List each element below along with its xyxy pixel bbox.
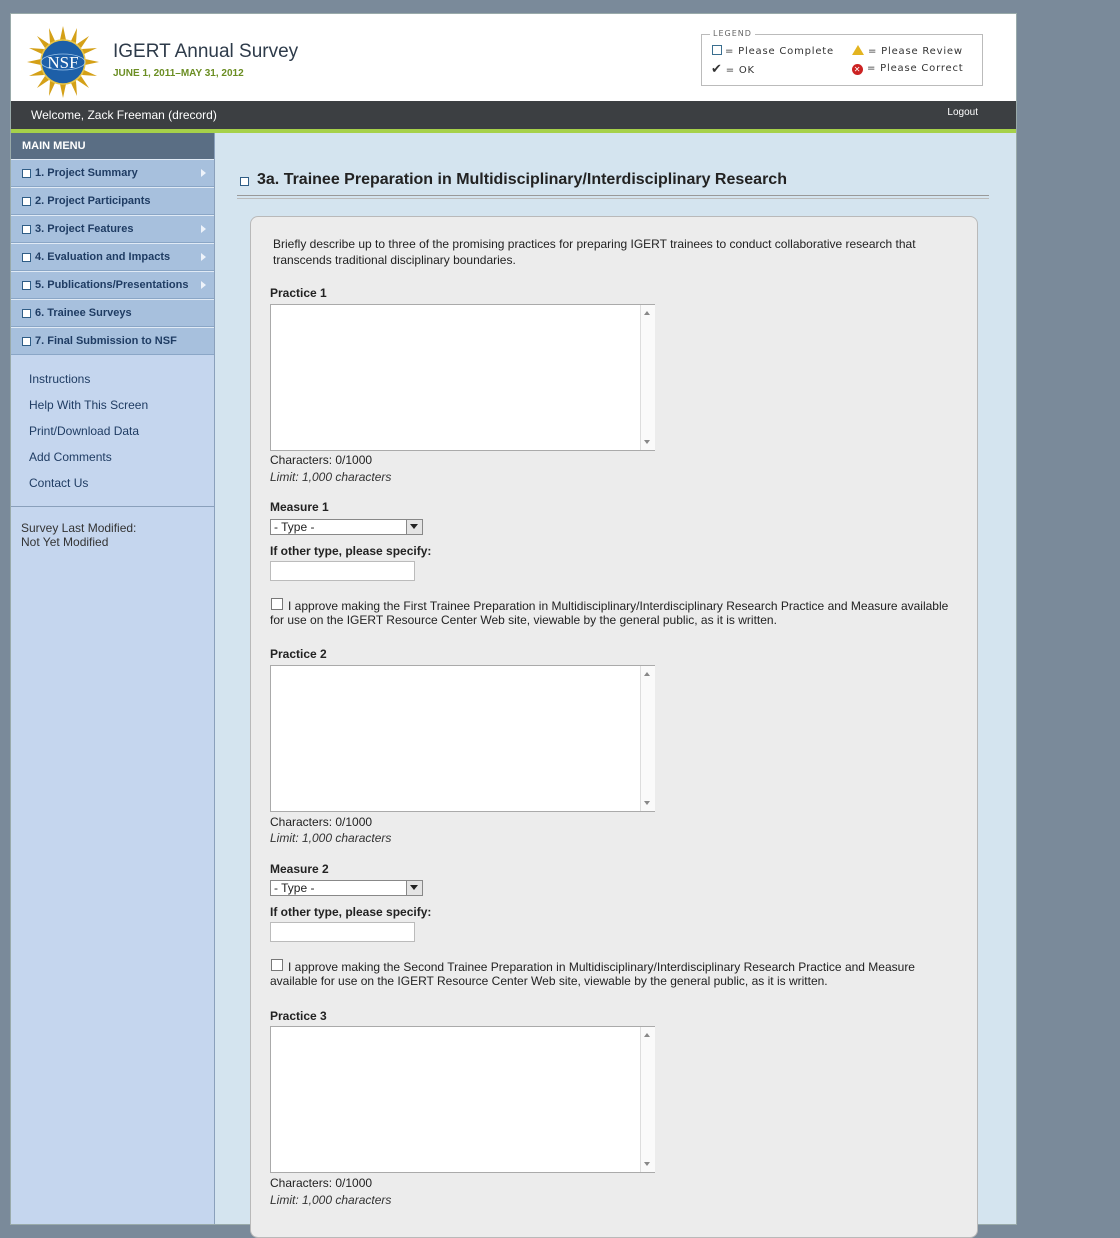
sidebar [11,133,215,1224]
other-type-1-label: If other type, please specify: [270,544,432,558]
survey-page [10,13,1017,1225]
sidebar-item-project-features[interactable]: 3. Project Features [11,215,214,243]
contact-us-link[interactable]: Contact Us [29,476,89,490]
sidebar-item-evaluation-impacts[interactable]: 4. Evaluation and Impacts [11,243,214,271]
arrow-right-icon [201,253,206,261]
last-modified: Survey Last Modified: Not Yet Modified [21,521,137,549]
sidebar-links [11,355,214,499]
approve-2-text: I approve making the Second Trainee Preparation in Multidisciplinary/Interdisciplinary Research Practice and Measure available for use on the IGERT Resource Center Web site, viewable by the general public, as it is written. [270,960,915,988]
header [11,14,1016,101]
chevron-down-icon [406,881,422,895]
practice-2-scrollbar[interactable] [640,666,655,811]
arrow-right-icon [201,281,206,289]
practice-1-limit: Limit: 1,000 characters [270,470,392,484]
welcome-text: Welcome, Zack Freeman (drecord) [31,108,217,122]
measure-2-label: Measure 2 [270,862,329,876]
measure-1-select[interactable]: - Type - [270,519,423,535]
status-box-icon [22,225,31,234]
practice-2-limit: Limit: 1,000 characters [270,831,392,845]
status-box-icon [22,281,31,290]
status-box-icon [240,177,249,186]
legend-title: LEGEND [710,29,755,38]
instructions-link[interactable]: Instructions [29,372,91,386]
status-box-icon [22,197,31,206]
main-menu-title: MAIN MENU [11,133,214,159]
practice-1-textarea[interactable] [270,304,655,451]
legend-ok: ✔ = OK [711,62,755,77]
measure-1-label: Measure 1 [270,500,329,514]
sidebar-divider [11,506,214,507]
other-type-2-label: If other type, please specify: [270,905,432,919]
top-bar [11,101,1016,129]
help-link[interactable]: Help With This Screen [29,398,149,412]
arrow-right-icon [201,225,206,233]
nsf-logo [27,26,99,98]
sidebar-item-project-summary[interactable]: 1. Project Summary [11,159,214,187]
warning-icon [852,45,864,55]
title-divider [237,195,989,199]
arrow-right-icon [201,169,206,177]
practice-3-textarea[interactable] [270,1026,655,1173]
main-content [215,133,1016,1224]
legend-complete: = Please Complete [712,45,834,57]
print-download-link[interactable]: Print/Download Data [29,424,140,438]
sidebar-item-trainee-surveys[interactable]: 6. Trainee Surveys [11,299,214,327]
svg-text:NSF: NSF [47,53,79,72]
chevron-down-icon [406,520,422,534]
sidebar-item-publications[interactable]: 5. Publications/Presentations [11,271,214,299]
practice-2-label: Practice 2 [270,647,327,661]
practice-2-char-count: Characters: 0/1000 [270,815,373,829]
form-panel [250,216,978,1238]
practice-1-label: Practice 1 [270,286,327,300]
error-icon: ✕ [853,65,862,74]
sidebar-item-project-participants[interactable]: 2. Project Participants [11,187,214,215]
practice-1-char-count: Characters: 0/1000 [270,453,373,467]
app-title: IGERT Annual Survey [113,41,299,62]
status-box-icon [22,337,31,346]
survey-dates: JUNE 1, 2011–MAY 31, 2012 [113,68,244,79]
practice-3-label: Practice 3 [270,1009,327,1023]
intro-text: Briefly describe up to three of the promising practices for preparing IGERT trainees to conduct collaborative research that transcends traditional disciplinary boundaries. [273,237,916,267]
status-box-icon [22,169,31,178]
legend-review: = Please Review [852,45,963,57]
add-comments-link[interactable]: Add Comments [29,450,112,464]
page-title: 3a. Trainee Preparation in Multidisciplinary/Interdisciplinary Research [257,171,787,188]
complete-box-icon [712,45,722,55]
practice-3-scrollbar[interactable] [640,1027,655,1172]
logout-link[interactable]: Logout [947,107,978,118]
practice-3-limit: Limit: 1,000 characters [270,1193,392,1207]
approve-1-text: I approve making the First Trainee Preparation in Multidisciplinary/Interdisciplinary Research Practice and Measure available for use on the IGERT Resource Center Web site, viewable by the general public, as it is written. [270,599,949,627]
check-icon: ✔ [711,62,723,77]
legend-correct: ✕ = Please Correct [853,63,964,74]
other-type-2-input[interactable] [270,922,415,942]
other-type-1-input[interactable] [270,561,415,581]
practice-3-char-count: Characters: 0/1000 [270,1176,373,1190]
measure-2-select[interactable]: - Type - [270,880,423,896]
status-box-icon [22,309,31,318]
legend [701,29,983,86]
practice-1-scrollbar[interactable] [640,305,655,450]
practice-2-textarea[interactable] [270,665,655,812]
sidebar-item-final-submission[interactable]: 7. Final Submission to NSF [11,327,214,355]
status-box-icon [22,253,31,262]
